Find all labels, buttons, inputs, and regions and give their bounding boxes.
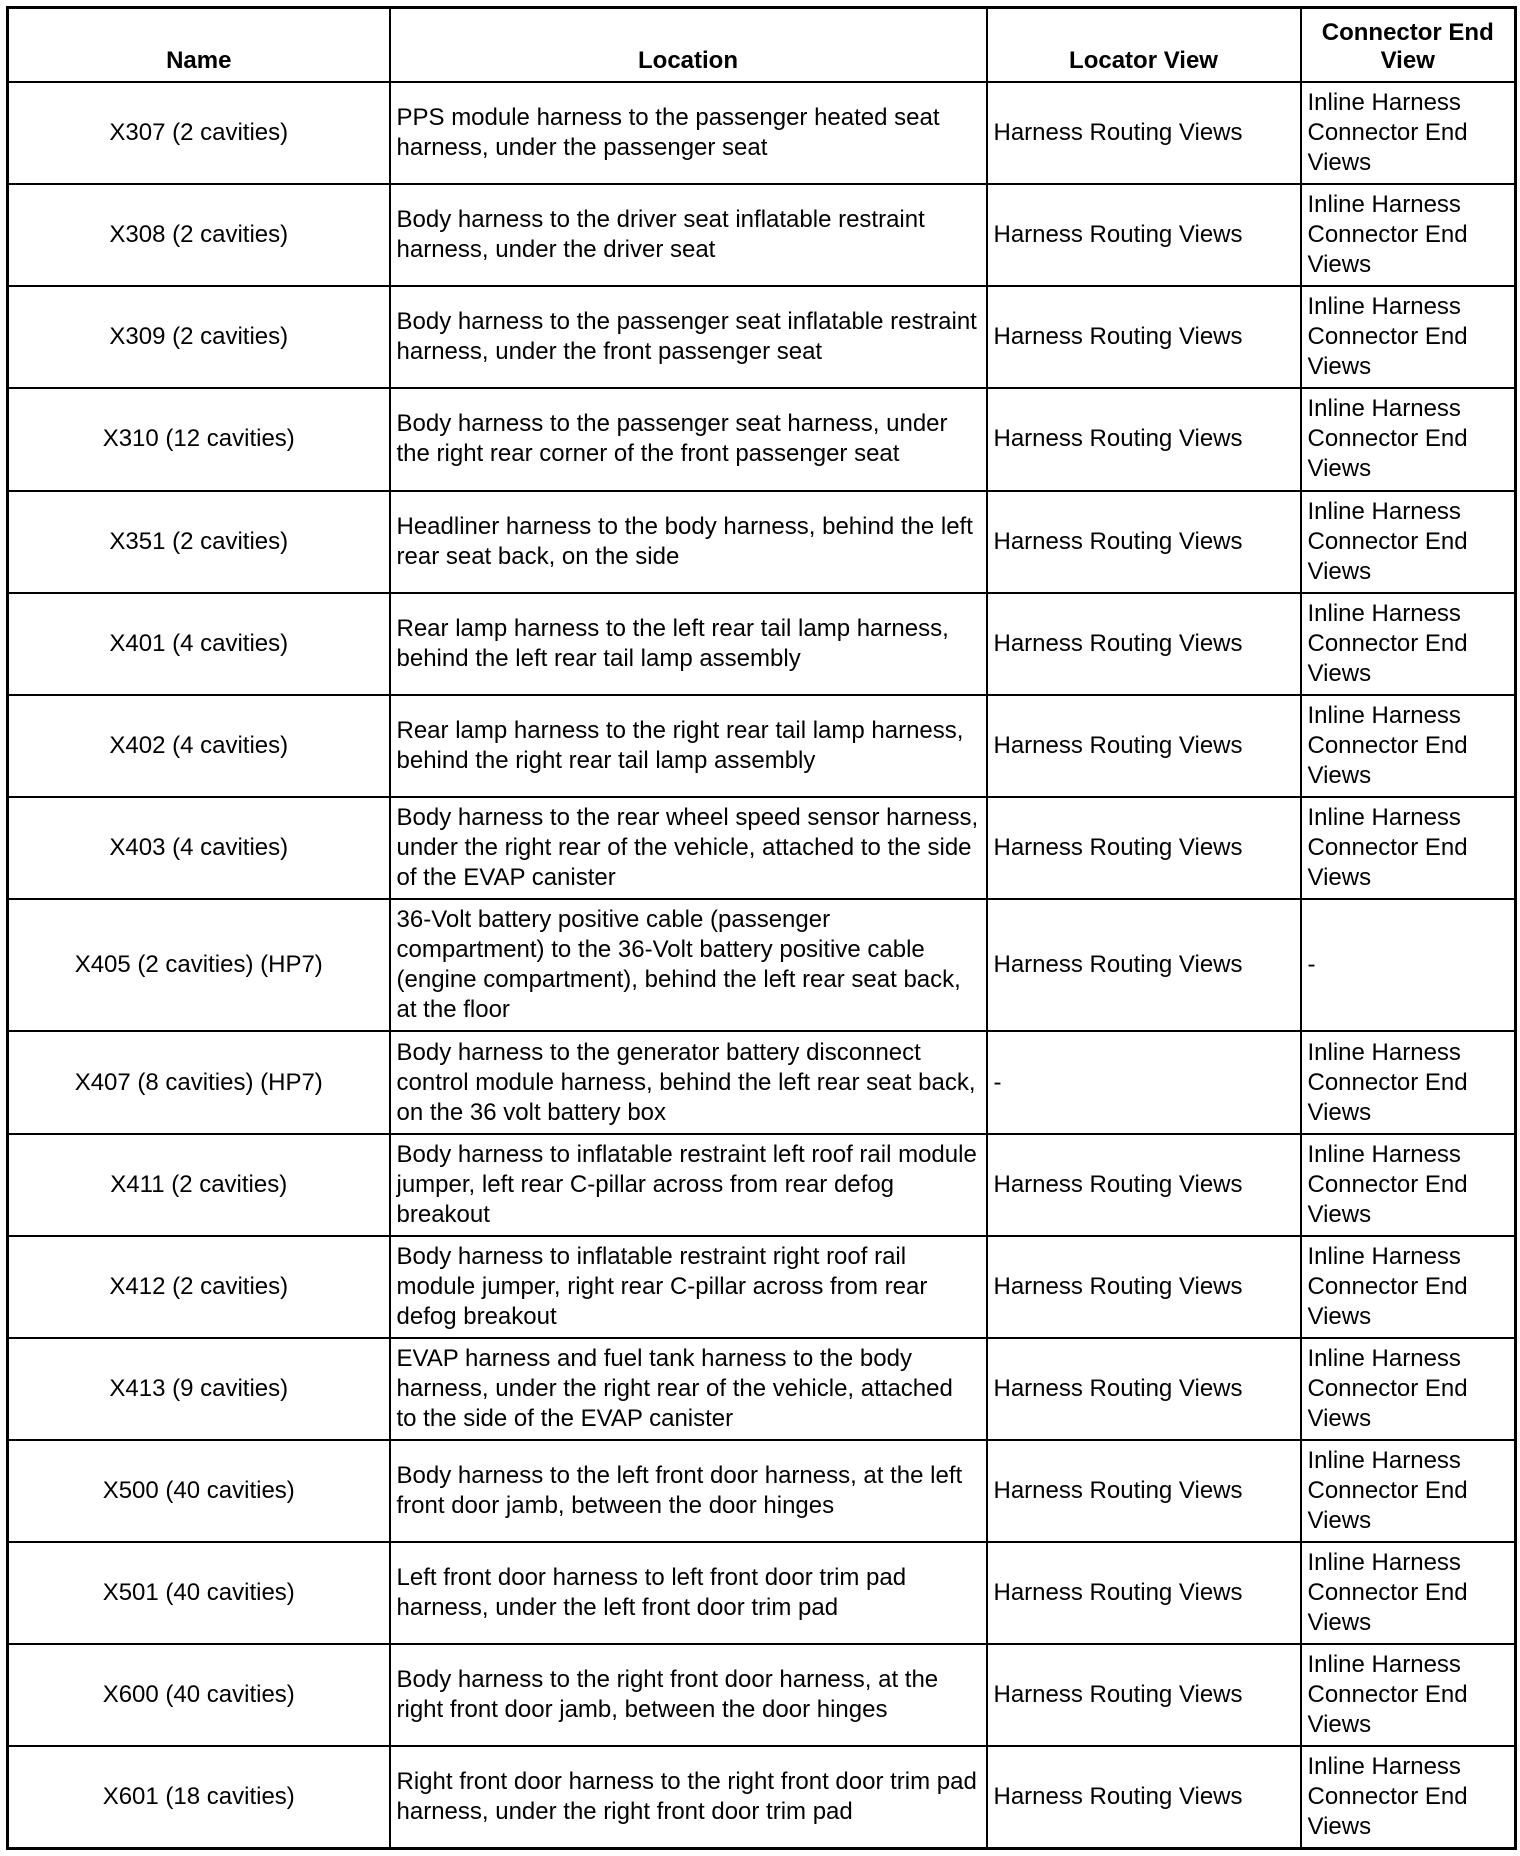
connector-end-view-link[interactable]: Inline Harness Connector End Views (1301, 1542, 1516, 1644)
locator-view-link[interactable]: Harness Routing Views (987, 899, 1301, 1031)
header-row (8, 8, 1516, 83)
table-row (8, 899, 1516, 1031)
connector-name-cell: X413 (9 cavities) (8, 1338, 390, 1440)
connector-end-view-link[interactable]: Inline Harness Connector End Views (1301, 1338, 1516, 1440)
table-row (8, 1746, 1516, 1848)
locator-view-link[interactable]: Harness Routing Views (987, 1746, 1301, 1848)
locator-view-link[interactable]: Harness Routing Views (987, 491, 1301, 593)
location-cell: EVAP harness and fuel tank harness to the body harness, under the right rear of the vehicle, attached to the side of the EVAP canister (390, 1338, 987, 1440)
table-row (8, 593, 1516, 695)
location-cell: Body harness to the driver seat inflatable restraint harness, under the driver seat (390, 184, 987, 286)
connector-name-cell: X500 (40 cavities) (8, 1440, 390, 1542)
table-row (8, 286, 1516, 388)
table-row (8, 82, 1516, 184)
connector-name-cell: X403 (4 cavities) (8, 797, 390, 899)
locator-view-link[interactable]: Harness Routing Views (987, 1440, 1301, 1542)
connector-name-cell: X401 (4 cavities) (8, 593, 390, 695)
location-cell: Body harness to the right front door harness, at the right front door jamb, between the door hinges (390, 1644, 987, 1746)
location-cell: Body harness to the generator battery disconnect control module harness, behind the left rear seat back, on the 36 volt battery box (390, 1031, 987, 1133)
connector-name-cell: X600 (40 cavities) (8, 1644, 390, 1746)
connector-end-view-link[interactable]: Inline Harness Connector End Views (1301, 1440, 1516, 1542)
connector-name-cell: X501 (40 cavities) (8, 1542, 390, 1644)
column-header-name: Name (8, 8, 390, 83)
connector-end-view-link[interactable]: Inline Harness Connector End Views (1301, 184, 1516, 286)
connector-end-view-link[interactable]: Inline Harness Connector End Views (1301, 797, 1516, 899)
connector-end-view-link[interactable]: Inline Harness Connector End Views (1301, 286, 1516, 388)
locator-view-link[interactable]: Harness Routing Views (987, 593, 1301, 695)
locator-view-link[interactable]: Harness Routing Views (987, 388, 1301, 490)
connector-end-view-cell: - (1301, 899, 1516, 1031)
locator-view-link[interactable]: Harness Routing Views (987, 82, 1301, 184)
table-row (8, 388, 1516, 490)
locator-view-link[interactable]: Harness Routing Views (987, 1644, 1301, 1746)
connector-end-view-link[interactable]: Inline Harness Connector End Views (1301, 1031, 1516, 1133)
connector-end-view-link[interactable]: Inline Harness Connector End Views (1301, 1134, 1516, 1236)
connector-name-cell: X308 (2 cavities) (8, 184, 390, 286)
connector-name-cell: X307 (2 cavities) (8, 82, 390, 184)
connector-table-wrapper (6, 6, 1514, 1850)
location-cell: Left front door harness to left front door trim pad harness, under the left front door trim pad (390, 1542, 987, 1644)
location-cell: Body harness to inflatable restraint right roof rail module jumper, right rear C-pillar across from rear defog breakout (390, 1236, 987, 1338)
connector-name-cell: X402 (4 cavities) (8, 695, 390, 797)
table-row (8, 695, 1516, 797)
connector-name-cell: X310 (12 cavities) (8, 388, 390, 490)
location-cell: Body harness to the passenger seat inflatable restraint harness, under the front passenger seat (390, 286, 987, 388)
location-cell: Body harness to the passenger seat harness, under the right rear corner of the front passenger seat (390, 388, 987, 490)
location-cell: Right front door harness to the right front door trim pad harness, under the right front door trim pad (390, 1746, 987, 1848)
connector-name-cell: X601 (18 cavities) (8, 1746, 390, 1848)
locator-view-link[interactable]: Harness Routing Views (987, 286, 1301, 388)
table-row (8, 1644, 1516, 1746)
location-cell: 36-Volt battery positive cable (passenger compartment) to the 36-Volt battery positive cable (engine compartment), behind the left rear seat back, at the floor (390, 899, 987, 1031)
locator-view-link[interactable]: Harness Routing Views (987, 184, 1301, 286)
table-row (8, 797, 1516, 899)
locator-view-link[interactable]: Harness Routing Views (987, 1134, 1301, 1236)
table-row (8, 1236, 1516, 1338)
connector-end-view-link[interactable]: Inline Harness Connector End Views (1301, 388, 1516, 490)
locator-view-link[interactable]: Harness Routing Views (987, 1236, 1301, 1338)
connector-end-view-link[interactable]: Inline Harness Connector End Views (1301, 695, 1516, 797)
column-header-connector-end-view: Connector End View (1301, 8, 1516, 83)
connector-end-view-link[interactable]: Inline Harness Connector End Views (1301, 1644, 1516, 1746)
connector-name-cell: X309 (2 cavities) (8, 286, 390, 388)
location-cell: Body harness to the rear wheel speed sensor harness, under the right rear of the vehicle, attached to the side of the EVAP canister (390, 797, 987, 899)
table-row (8, 1031, 1516, 1133)
connector-name-cell: X412 (2 cavities) (8, 1236, 390, 1338)
table-row (8, 1338, 1516, 1440)
locator-view-link[interactable]: Harness Routing Views (987, 1338, 1301, 1440)
location-cell: Rear lamp harness to the left rear tail lamp harness, behind the left rear tail lamp assembly (390, 593, 987, 695)
connector-name-cell: X407 (8 cavities) (HP7) (8, 1031, 390, 1133)
table-row (8, 491, 1516, 593)
connector-end-view-link[interactable]: Inline Harness Connector End Views (1301, 1746, 1516, 1848)
location-cell: Headliner harness to the body harness, behind the left rear seat back, on the side (390, 491, 987, 593)
connector-name-cell: X405 (2 cavities) (HP7) (8, 899, 390, 1031)
connector-end-view-link[interactable]: Inline Harness Connector End Views (1301, 82, 1516, 184)
locator-view-link[interactable]: Harness Routing Views (987, 1542, 1301, 1644)
location-cell: Body harness to inflatable restraint left roof rail module jumper, left rear C-pillar across from rear defog breakout (390, 1134, 987, 1236)
column-header-location: Location (390, 8, 987, 83)
location-cell: Body harness to the left front door harness, at the left front door jamb, between the door hinges (390, 1440, 987, 1542)
table-row (8, 1542, 1516, 1644)
table-row (8, 184, 1516, 286)
connector-end-view-link[interactable]: Inline Harness Connector End Views (1301, 593, 1516, 695)
column-header-locator-view: Locator View (987, 8, 1301, 83)
connector-name-cell: X411 (2 cavities) (8, 1134, 390, 1236)
connector-end-view-link[interactable]: Inline Harness Connector End Views (1301, 1236, 1516, 1338)
locator-view-link[interactable]: Harness Routing Views (987, 797, 1301, 899)
locator-view-link[interactable]: Harness Routing Views (987, 695, 1301, 797)
connector-table (6, 6, 1517, 1850)
locator-view-cell: - (987, 1031, 1301, 1133)
location-cell: Rear lamp harness to the right rear tail lamp harness, behind the right rear tail lamp assembly (390, 695, 987, 797)
connector-name-cell: X351 (2 cavities) (8, 491, 390, 593)
table-row (8, 1440, 1516, 1542)
connector-end-view-link[interactable]: Inline Harness Connector End Views (1301, 491, 1516, 593)
table-row (8, 1134, 1516, 1236)
location-cell: PPS module harness to the passenger heated seat harness, under the passenger seat (390, 82, 987, 184)
